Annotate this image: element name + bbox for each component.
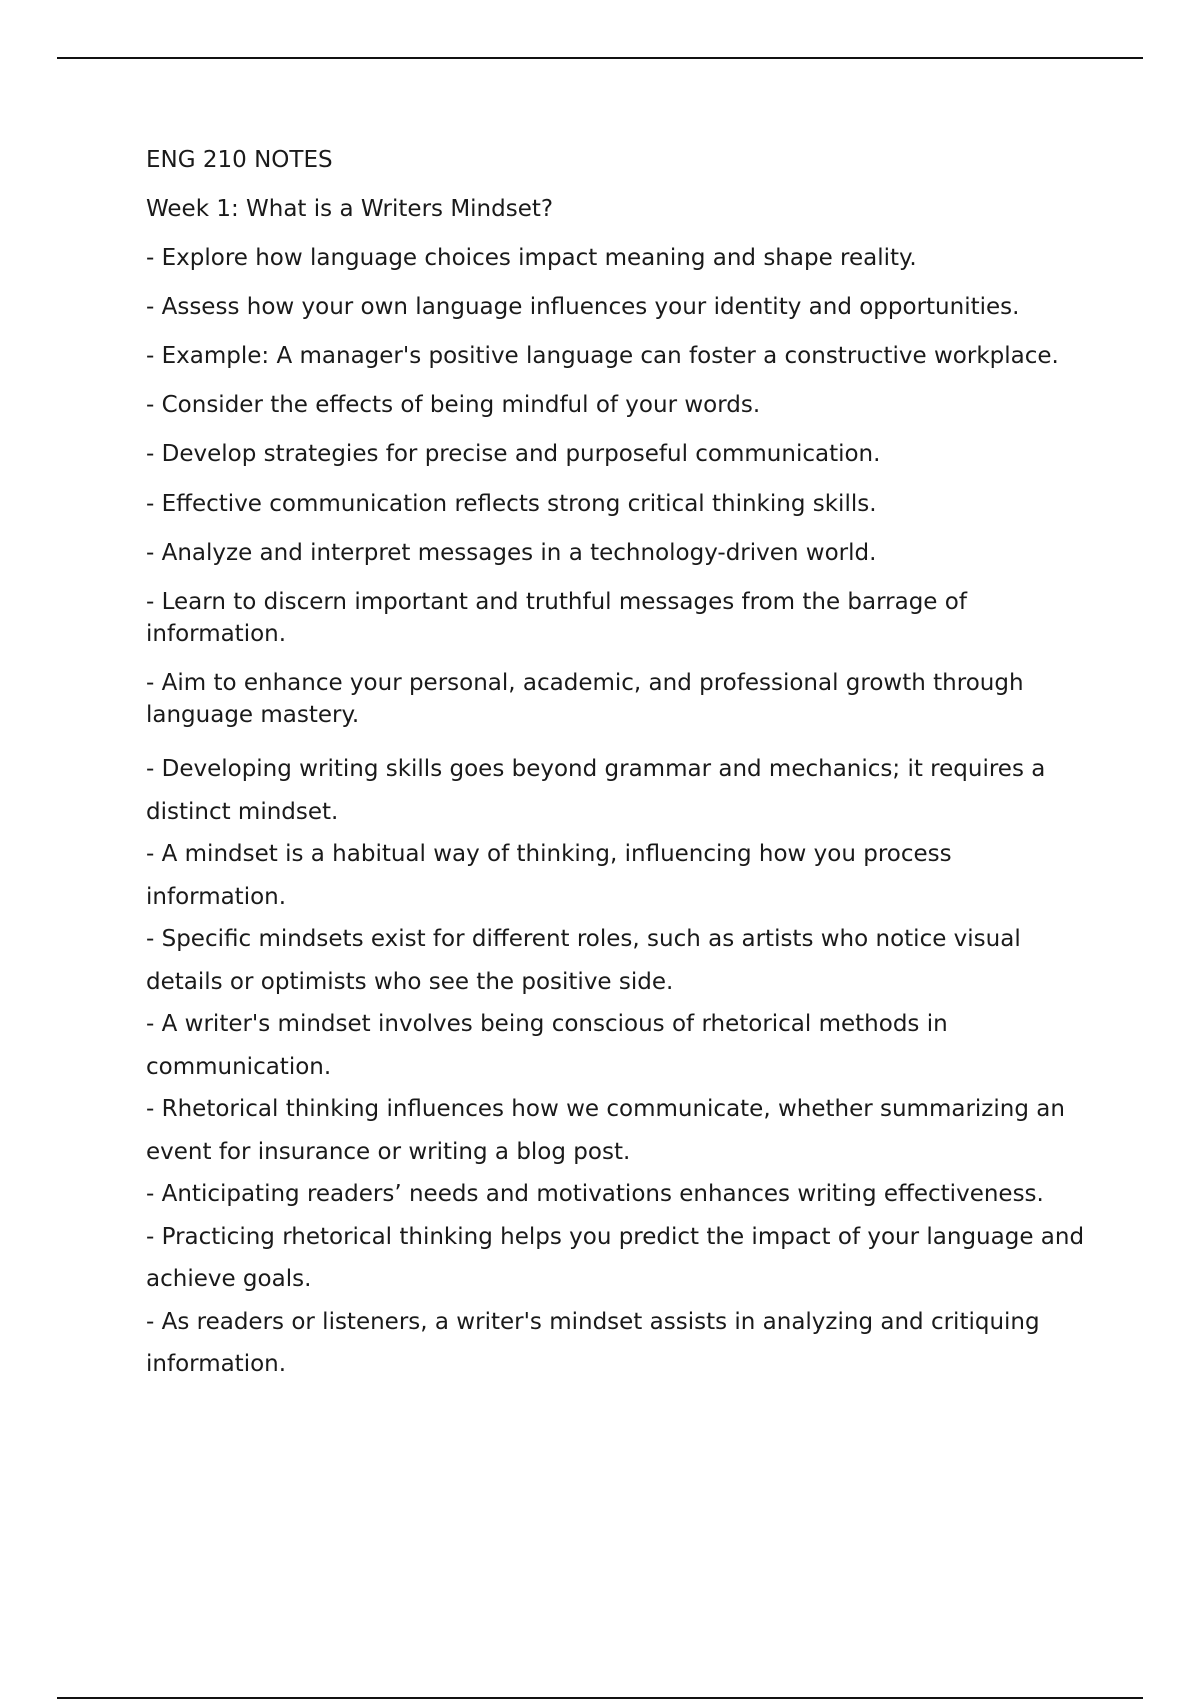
list-item: - Example: A manager's positive language can foster a constructive workplace. — [146, 343, 1059, 369]
list-item: - Specific mindsets exist for different roles, such as artists who notice visual details or optimists who see the positive side. — [146, 926, 1021, 995]
list-item: - Consider the effects of being mindful of your words. — [146, 392, 761, 418]
list-item: - Explore how language choices impact meaning and shape reality. — [146, 245, 917, 271]
list-item: - Developing writing skills goes beyond grammar and mechanics; it requires a distinct mindset. — [146, 756, 1046, 825]
bottom-rule — [57, 1697, 1143, 1699]
document-body — [146, 144, 1086, 1386]
list-item: - Rhetorical thinking influences how we communicate, whether summarizing an event for insurance or writing a blog post. — [146, 1096, 1065, 1165]
list-item: - Develop strategies for precise and purposeful communication. — [146, 441, 881, 467]
list-item: - Analyze and interpret messages in a technology-driven world. — [146, 540, 877, 566]
list-item: - Anticipating readers’ needs and motivations enhances writing effectiveness. — [146, 1181, 1044, 1207]
objectives-list — [146, 242, 1086, 731]
mindset-notes-list — [146, 748, 1086, 1386]
top-rule — [57, 57, 1143, 59]
list-item: - A mindset is a habitual way of thinking, influencing how you process information. — [146, 841, 952, 910]
document-subtitle: Week 1: What is a Writers Mindset? — [146, 196, 554, 222]
list-item: - Aim to enhance your personal, academic, and professional growth through language mastery. — [146, 670, 1024, 728]
list-item: - Practicing rhetorical thinking helps you predict the impact of your language and achieve goals. — [146, 1223, 1085, 1292]
list-item: - Learn to discern important and truthful messages from the barrage of information. — [146, 589, 967, 647]
list-item: - As readers or listeners, a writer's mindset assists in analyzing and critiquing information. — [146, 1308, 1040, 1377]
list-item: - Assess how your own language influences your identity and opportunities. — [146, 294, 1020, 320]
list-item: - A writer's mindset involves being conscious of rhetorical methods in communication. — [146, 1011, 948, 1080]
document-title: ENG 210 NOTES — [146, 147, 333, 173]
list-item: - Effective communication reflects strong critical thinking skills. — [146, 491, 877, 517]
